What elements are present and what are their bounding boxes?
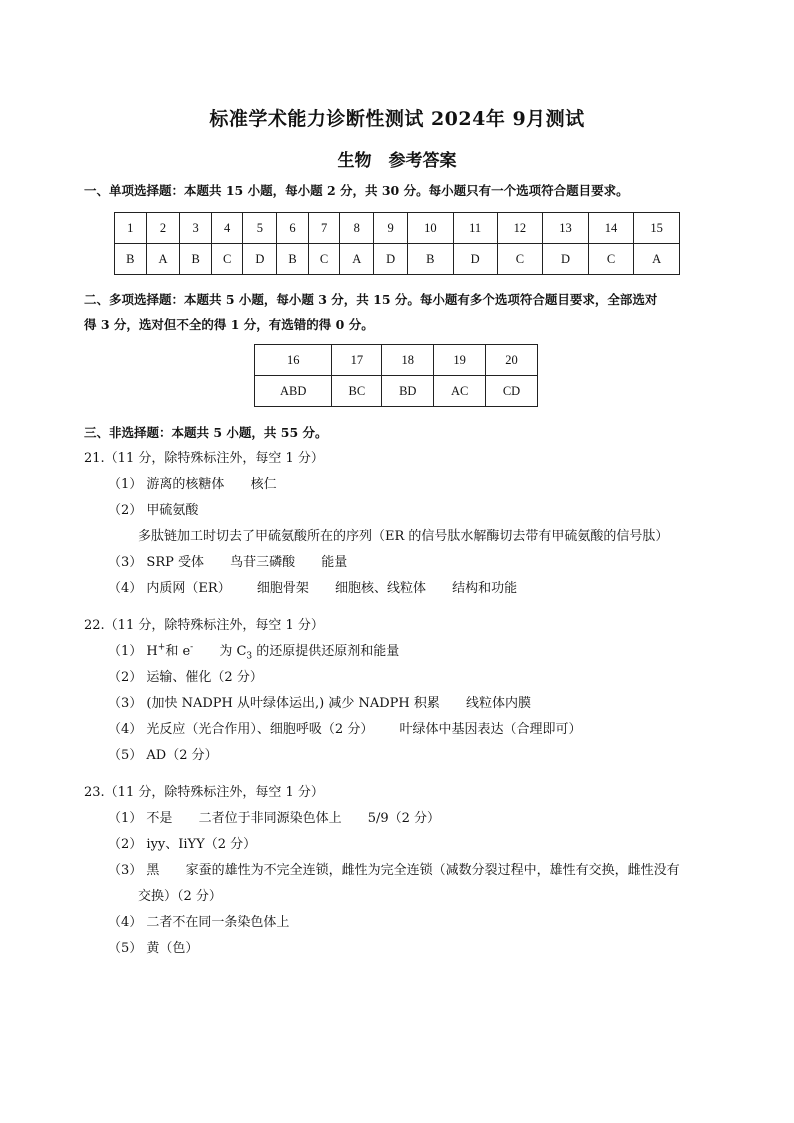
answer-text: 细胞核、线粒体 — [335, 581, 427, 596]
question-number-cell: 5 — [243, 213, 277, 244]
answer-cell: ABD — [255, 376, 332, 407]
answer-text: 线粒体内膜 — [466, 696, 532, 711]
answer-cell: A — [340, 244, 374, 275]
question-number-row — [255, 345, 538, 376]
answer-cell: CD — [486, 376, 538, 407]
answer-text: 黄（色） — [146, 941, 199, 956]
part-number: （1） — [108, 644, 143, 659]
answer-text: 甲硫氨酸 — [146, 503, 199, 518]
question-number-cell: 6 — [277, 213, 309, 244]
q21-part1 — [108, 473, 277, 492]
answer-text: 为 $C_3$ 的还原提供还原剂和能量 — [219, 644, 400, 662]
answer-cell: AC — [434, 376, 486, 407]
q22-part2 — [108, 666, 263, 685]
part-number: （2） — [108, 837, 143, 852]
part-number: （1） — [108, 477, 143, 492]
question-number-cell: 10 — [408, 213, 454, 244]
answer-text: 游离的核糖体 — [146, 477, 225, 492]
answer-cell: C — [308, 244, 340, 275]
question-number-cell: 16 — [255, 345, 332, 376]
q23-header: 23.（11 分，除特殊标注外，每空 1 分） — [84, 785, 324, 800]
question-number-cell: 11 — [453, 213, 497, 244]
answer-text: 家蚕的雄性为不完全连锁，雌性为完全连锁（减数分裂过程中，雄性有交换，雌性没有 — [185, 863, 680, 878]
question-number-cell: 2 — [146, 213, 180, 244]
part-number: （4） — [108, 722, 143, 737]
answer-text: SRP 受体 — [146, 555, 204, 570]
question-number-cell: 14 — [588, 213, 634, 244]
answer-text: 内质网（ER） — [146, 581, 231, 596]
page-subtitle: 生物 参考答案 — [337, 151, 457, 171]
answer-text: 能量 — [321, 555, 348, 570]
section1-header: 一、单项选择题：本题共 15 小题，每小题 2 分，共 30 分。每小题只有一个选项符合题目要求。 — [84, 183, 629, 198]
answer-cell: BD — [382, 376, 434, 407]
answer-text: 鸟苷三磷酸 — [230, 555, 296, 570]
answer-row — [255, 376, 538, 407]
q23-part3-continuation: 交换）（2 分） — [138, 889, 222, 904]
section3-header: 三、非选择题：本题共 5 小题，共 55 分。 — [84, 425, 328, 440]
part-number: （5） — [108, 941, 143, 956]
answer-cell: BC — [332, 376, 382, 407]
answer-cell: A — [634, 244, 680, 275]
question-number-cell: 18 — [382, 345, 434, 376]
question-number-cell: 17 — [332, 345, 382, 376]
answer-text: 叶绿体中基因表达（合理即可） — [399, 722, 582, 737]
answer-text: 光反应（光合作用）、细胞呼吸（2 分） — [146, 722, 374, 737]
question-number-cell: 15 — [634, 213, 680, 244]
part-number: （1） — [108, 811, 143, 826]
answer-text: (加快 NADPH 从叶绿体运出,) 减少 NADPH 积累 — [146, 696, 440, 711]
answer-cell: C — [588, 244, 634, 275]
part-number: （4） — [108, 915, 143, 930]
q23-part1 — [108, 807, 440, 826]
answer-text: 结构和功能 — [452, 581, 518, 596]
part-number: （3） — [108, 696, 143, 711]
answer-text: 5/9（2 分） — [367, 811, 441, 826]
answer-cell: A — [146, 244, 180, 275]
section2-header-line1: 二、多项选择题：本题共 5 小题，每小题 3 分，共 15 分。每小题有多个选项符合题目要求，全部选对 — [84, 292, 658, 307]
question-number-cell: 12 — [497, 213, 543, 244]
answer-text: 核仁 — [250, 477, 277, 492]
answer-cell: C — [497, 244, 543, 275]
answer-text: H+和 e- — [146, 642, 194, 659]
q22-header: 22.（11 分，除特殊标注外，每空 1 分） — [84, 618, 324, 633]
question-number-cell: 7 — [308, 213, 340, 244]
part-number: （3） — [108, 863, 143, 878]
answer-text: AD（2 分） — [146, 748, 218, 763]
answer-text: 不是 — [146, 811, 173, 826]
answer-cell: D — [243, 244, 277, 275]
answer-text: 二者位于非同源染色体上 — [198, 811, 342, 826]
part-number: （2） — [108, 503, 143, 518]
q22-part5 — [108, 744, 218, 763]
section2-header-line2: 得 3 分，选对但不全的得 1 分，有选错的得 0 分。 — [84, 317, 374, 332]
part-number: （2） — [108, 670, 143, 685]
question-number-cell: 1 — [115, 213, 147, 244]
answer-row — [115, 244, 680, 275]
question-number-cell: 9 — [374, 213, 408, 244]
question-number-cell: 20 — [486, 345, 538, 376]
q22-part3 — [108, 692, 531, 711]
question-number-cell: 8 — [340, 213, 374, 244]
question-number-cell: 3 — [180, 213, 212, 244]
part-number: （5） — [108, 748, 143, 763]
answer-cell: B — [408, 244, 454, 275]
q22-part1 — [108, 640, 400, 662]
answer-cell: B — [277, 244, 309, 275]
answer-cell: D — [543, 244, 589, 275]
answer-text: iyy、IiYY（2 分） — [146, 837, 257, 852]
answer-cell: B — [180, 244, 212, 275]
single-choice-answer-table — [114, 212, 680, 275]
q23-part4 — [108, 911, 289, 930]
answer-cell: D — [374, 244, 408, 275]
question-number-cell: 4 — [211, 213, 243, 244]
answer-text: 黑 — [146, 863, 160, 878]
q23-part3 — [108, 859, 680, 878]
answer-cell: C — [211, 244, 243, 275]
question-number-cell: 13 — [543, 213, 589, 244]
multi-choice-answer-table — [254, 344, 538, 407]
answer-text: 细胞骨架 — [256, 581, 309, 596]
q23-part5 — [108, 937, 198, 956]
q21-header: 21.（11 分，除特殊标注外，每空 1 分） — [84, 451, 324, 466]
q22-part4 — [108, 718, 581, 737]
page-title: 标准学术能力诊断性测试 2024年 9月测试 — [209, 108, 585, 130]
answer-text: 二者不在同一条染色体上 — [146, 915, 290, 930]
q23-part2 — [108, 833, 256, 852]
q21-part2 — [108, 499, 198, 518]
answer-text: 运输、催化（2 分） — [146, 670, 263, 685]
part-number: （4） — [108, 581, 143, 596]
q21-part4 — [108, 577, 517, 596]
answer-cell: D — [453, 244, 497, 275]
question-number-cell: 19 — [434, 345, 486, 376]
q21-part3 — [108, 551, 347, 570]
question-number-row — [115, 213, 680, 244]
answer-cell: B — [115, 244, 147, 275]
part-number: （3） — [108, 555, 143, 570]
q21-part2-continuation: 多肽链加工时切去了甲硫氨酸所在的序列（ER 的信号肽水解酶切去带有甲硫氨酸的信号肽） — [138, 529, 669, 544]
